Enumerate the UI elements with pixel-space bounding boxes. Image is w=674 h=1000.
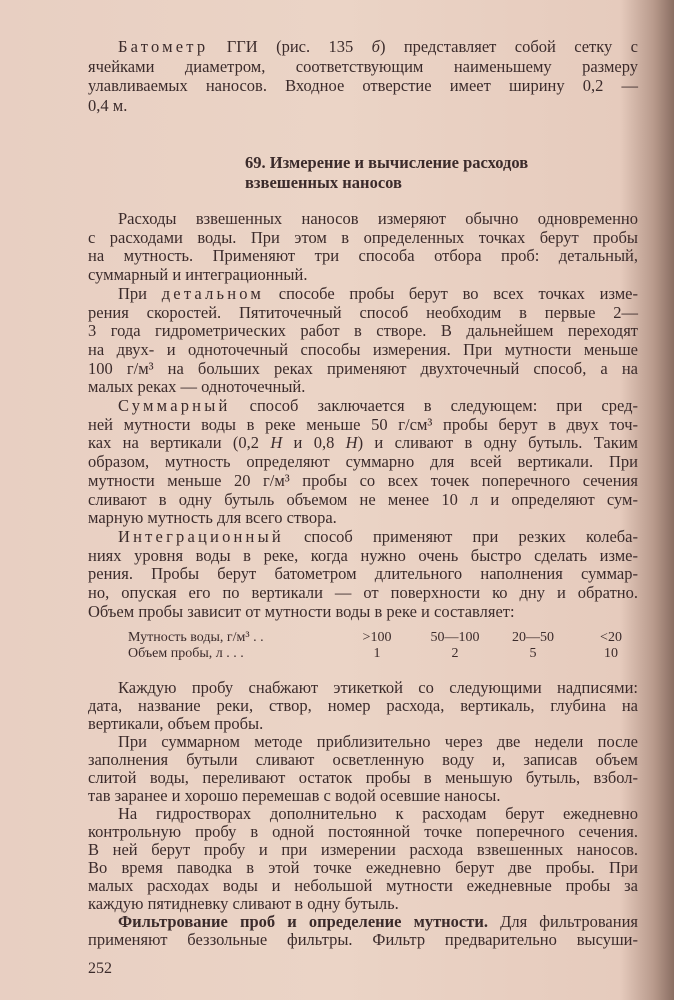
text-line (88, 787, 638, 805)
text-segment: каждую пятидневку сливают в одну бутыль. (88, 894, 399, 913)
text-segment: При (118, 283, 162, 303)
text-line (88, 528, 638, 547)
text-segment: и 0,8 (282, 433, 346, 453)
text-line (88, 805, 638, 823)
text-line (88, 304, 638, 323)
text-segment: H (270, 433, 283, 453)
text-segment: ГГИ (рис. 135 (208, 37, 372, 56)
text-line (88, 76, 638, 96)
text-segment: на двух- и одноточечный способы измерения. При мутности меньше (88, 339, 638, 359)
text-segment: мутности меньше 20 г/м³ пробы со всех точек поперечного сечения (88, 470, 638, 490)
text-line (88, 769, 638, 787)
text-segment: контрольную пробу в одной постоянной точке поперечного сечения. (88, 822, 638, 841)
text-segment: Расходы взвешенных наносов измеряют обычно одновременно (118, 209, 638, 228)
text-line (88, 715, 638, 733)
table-row (128, 630, 650, 646)
paragraph (88, 37, 638, 115)
paragraph (88, 805, 638, 913)
text-segment: 0,4 м. (88, 95, 128, 115)
text-segment: ) и сливают в одну бутыль. Таким (357, 433, 638, 453)
text-line (88, 603, 638, 622)
text-segment: ) представляет собой сетку с (379, 37, 638, 56)
text-segment: способе пробы берут во всех точках изме- (264, 283, 638, 303)
text-segment: малых расходах воды и небольшой мутности ежедневные пробы за (88, 876, 638, 895)
text-line (88, 679, 638, 697)
table-cell: >100 (362, 630, 392, 645)
paragraph (88, 913, 638, 949)
text-line (88, 397, 638, 416)
text-segment: При суммарном методе приблизительно через две недели после (118, 732, 638, 751)
text-segment: рения. Пробы берут батометром длительного наполнения суммар- (88, 564, 638, 584)
row-label: Мутность воды, г/м³ . . (128, 630, 264, 645)
table-cell: 1 (373, 646, 381, 661)
text-segment: В ней берут пробу и при измерении расхода взвешенных наносов. (88, 840, 638, 859)
text-segment: ках на вертикали (0,2 (88, 433, 271, 453)
text-line (88, 360, 638, 379)
text-line (88, 877, 638, 895)
text-segment: способ применяют при резких колеба- (283, 526, 638, 546)
section-heading (245, 153, 528, 193)
heading-line: взвешенных наносов (245, 173, 402, 192)
text-line (88, 931, 638, 949)
text-segment: рения скоростей. Пятиточечный способ необходим в первые 2— (88, 302, 638, 322)
text-segment: Батометр (118, 37, 209, 56)
text-line (88, 247, 638, 266)
text-segment: сливают в одну бутыль объемом не менее 10 л и определяют сум- (88, 489, 638, 509)
text-segment: но, опуская его по вертикали — от поверхности ко дну и обратно. (88, 583, 638, 603)
text-segment: дата, название реки, створ, номер расхода, вертикаль, глубина на (88, 696, 638, 715)
text-segment: заполнения бутыли сливают осветленную воду и, записав объем (88, 750, 638, 769)
text-segment: ней мутности воды в реке меньше 50 г/см³ пробы берут в двух точ- (88, 414, 638, 434)
text-segment: ячейками диаметром, соответствующим наименьшему размеру (88, 56, 638, 76)
text-line (88, 823, 638, 841)
text-line (88, 453, 638, 472)
turbidity-volume-table (128, 630, 650, 662)
text-line (88, 565, 638, 584)
text-segment: Во время паводка в этой точке ежедневно берут две пробы. При (88, 858, 638, 877)
paragraph (88, 679, 638, 733)
text-line (88, 322, 638, 341)
text-line (88, 751, 638, 769)
text-line (88, 210, 638, 229)
text-segment: H (345, 433, 358, 453)
paragraph (88, 733, 638, 805)
text-segment: на мутность. Применяют три способа отбора проб: детальный, (88, 246, 638, 266)
text-line (88, 584, 638, 603)
text-line (88, 913, 638, 931)
table-cell: 50—100 (430, 630, 480, 645)
paragraph (88, 285, 638, 397)
text-segment: образом, мутность определяют суммарно для всей вертикали. При (88, 452, 638, 472)
text-segment: Для фильтрования (488, 912, 638, 931)
text-segment: б (371, 37, 380, 56)
text-line (88, 57, 638, 77)
text-line (88, 229, 638, 248)
text-line (88, 547, 638, 566)
text-segment: детальном (161, 283, 265, 303)
text-segment: применяют беззольные фильтры. Фильтр предварительно высуши- (88, 930, 638, 949)
text-segment: ниях уровня воды в реке, когда нужно очень быстро сделать изме- (88, 545, 638, 565)
text-line (88, 697, 638, 715)
text-line (88, 266, 638, 285)
table-row (128, 646, 650, 662)
paragraph-group-top (88, 37, 638, 115)
text-segment: Каждую пробу снабжают этикеткой со следующими надписями: (118, 678, 638, 697)
text-segment: способ заключается в следующем: при сред- (230, 396, 638, 416)
text-segment: Фильтрование проб и определение мутности. (118, 912, 488, 931)
text-segment: Объем пробы зависит от мутности воды в реке и составляет: (88, 601, 515, 621)
text-line (88, 472, 638, 491)
table-cell: 20—50 (512, 630, 554, 645)
table-cell: 2 (451, 646, 459, 661)
page-number: 252 (88, 960, 112, 977)
text-line (88, 841, 638, 859)
text-line (88, 733, 638, 751)
text-line (88, 96, 638, 116)
text-line (88, 859, 638, 877)
paragraph-group-main (88, 210, 638, 621)
text-segment: с расходами воды. При этом в определенных точках берут пробы (88, 227, 638, 247)
text-segment: 3 года гидрометрических работ в створе. В дальнейшем переходят (88, 321, 638, 341)
paragraph (88, 397, 638, 528)
paragraph (88, 210, 638, 285)
text-line (88, 378, 638, 397)
text-line (88, 509, 638, 528)
heading-line: 69. Измерение и вычисление расходов (245, 153, 529, 172)
text-line (88, 37, 638, 57)
text-segment: слитой воды, переливают остаток пробы в меньшую бутыль, взбол- (88, 768, 638, 787)
text-line (88, 285, 638, 304)
table-cell: <20 (600, 630, 622, 645)
text-segment: улавливаемых наносов. Входное отверстие имеет ширину 0,2 — (88, 76, 638, 95)
text-line (88, 895, 638, 913)
table-cell: 5 (529, 646, 537, 661)
text-segment: марную мутность для всего створа. (88, 508, 337, 528)
text-line (88, 434, 638, 453)
text-line (88, 491, 638, 510)
text-segment: 100 г/м³ на больших реках применяют двухточечный способ, а на (88, 358, 638, 378)
text-segment: тав заранее и хорошо перемешав с водой осевшие наносы. (88, 786, 501, 805)
text-line (88, 416, 638, 435)
text-segment: вертикали, объем пробы. (88, 714, 264, 733)
text-segment: На гидростворах дополнительно к расходам берут ежедневно (118, 804, 638, 823)
text-segment: Суммарный (118, 396, 231, 416)
row-label: Объем пробы, л . . . (128, 646, 244, 661)
text-segment: малых реках — одноточечный. (88, 377, 306, 397)
text-segment: суммарный и интеграционный. (88, 265, 308, 285)
table-cell: 10 (604, 646, 618, 661)
text-line (88, 341, 638, 360)
paragraph (88, 528, 638, 622)
text-segment: Интеграционный (118, 526, 284, 546)
paragraph-group-bottom (88, 679, 638, 949)
